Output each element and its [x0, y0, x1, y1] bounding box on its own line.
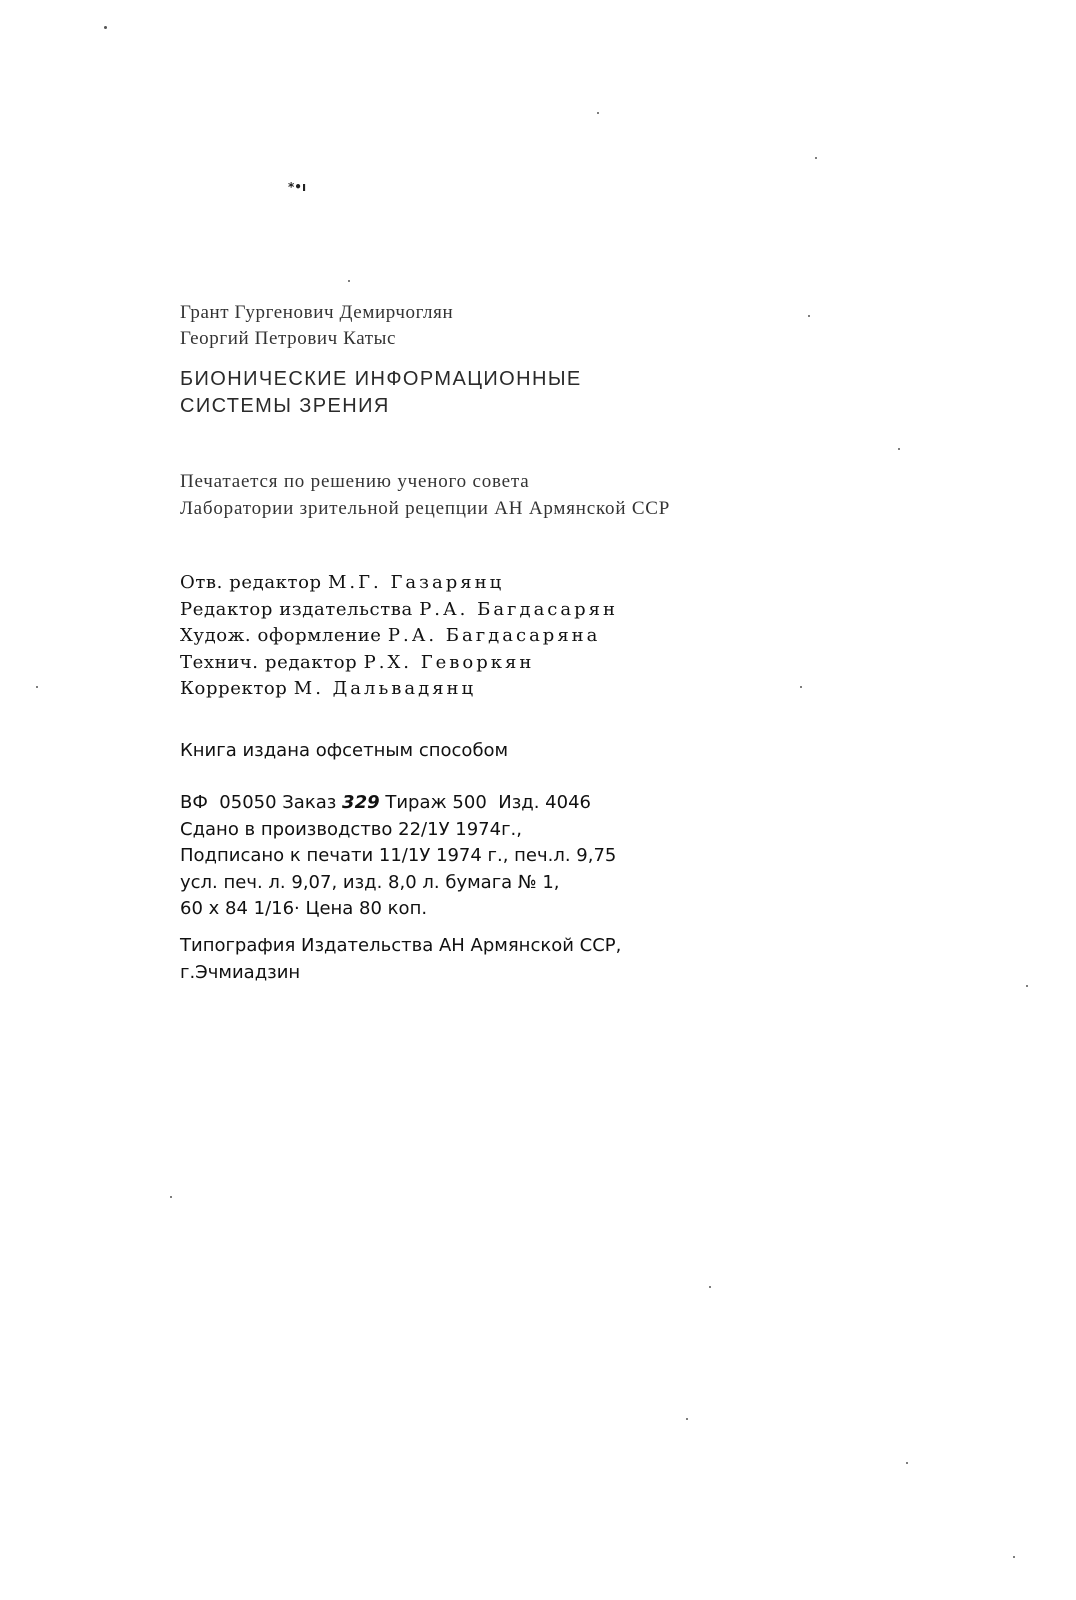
approval-note — [180, 468, 670, 522]
order-number: 329 — [342, 792, 380, 813]
authors-block — [180, 300, 453, 352]
credit-role: Отв. редактор — [180, 572, 322, 593]
credit-name: Р.А. Багдасаряна — [387, 625, 601, 646]
credit-name: М.Г. Газарянц — [327, 572, 505, 593]
credit-role: Корректор — [180, 678, 288, 699]
credit-role: Редактор издательства — [180, 598, 413, 620]
stray-print-mark: *•ı — [288, 180, 307, 194]
printer-line: г.Эчмиадзин — [180, 962, 301, 983]
scan-speck — [104, 26, 107, 29]
printer-line: Типография Издательства АН Армянской ССР, — [180, 935, 622, 956]
printing-method-text: Книга издана офсетным способом — [180, 740, 509, 761]
credit-line — [180, 623, 618, 650]
credit-name: Р.Х. Геворкян — [363, 651, 535, 673]
credit-line — [180, 676, 618, 703]
scan-speck — [348, 280, 350, 282]
imprint-order-line — [180, 790, 616, 817]
scan-speck — [906, 1462, 908, 1464]
imprint-line: усл. печ. л. 9,07, изд. 8,0 л. бумага № 1, — [180, 871, 560, 893]
credit-name: Р.А. Багдасарян — [419, 598, 618, 620]
scan-speck — [1026, 985, 1028, 987]
scan-speck — [815, 157, 817, 159]
scan-speck — [1013, 1556, 1015, 1558]
imprint-order-prefix: ВФ 05050 Заказ — [180, 792, 343, 813]
credit-name: М. Дальвадянц — [293, 678, 477, 699]
scan-speck — [170, 1196, 172, 1198]
author-name: Георгий Петрович Катыс — [180, 328, 397, 349]
author-name: Грант Гургенович Демирчоглян — [180, 302, 454, 323]
book-title — [180, 366, 582, 420]
title-line: СИСТЕМЫ ЗРЕНИЯ — [180, 395, 390, 417]
editorial-credits — [180, 570, 618, 703]
scan-speck — [709, 1286, 711, 1288]
imprint-details — [180, 790, 616, 923]
imprint-line: 60 х 84 1/16· Цена 80 коп. — [180, 898, 428, 919]
credit-line — [180, 650, 618, 677]
title-line: БИОНИЧЕСКИЕ ИНФОРМАЦИОННЫЕ — [180, 368, 582, 390]
scan-speck — [686, 1418, 688, 1420]
imprint-line: Сдано в производство 22/1У 1974г., — [180, 818, 522, 840]
printer-info — [180, 932, 621, 986]
approval-line: Печатается по решению ученого совета — [180, 471, 530, 492]
scan-speck — [597, 112, 599, 114]
imprint-line: Подписано к печати 11/1У 1974 г., печ.л. 9,75 — [180, 845, 617, 866]
credit-role: Технич. редактор — [180, 651, 358, 673]
scan-speck — [808, 315, 810, 317]
credit-role: Худож. оформление — [180, 625, 382, 646]
scan-speck — [898, 448, 900, 450]
credit-line — [180, 597, 618, 624]
credit-line — [180, 570, 618, 597]
printing-method — [180, 738, 508, 764]
scan-speck — [800, 686, 802, 688]
approval-line: Лаборатории зрительной рецепции АН Армянской ССР — [180, 498, 671, 519]
imprint-order-suffix: Тираж 500 Изд. 4046 — [379, 792, 591, 813]
scan-speck — [36, 686, 38, 688]
